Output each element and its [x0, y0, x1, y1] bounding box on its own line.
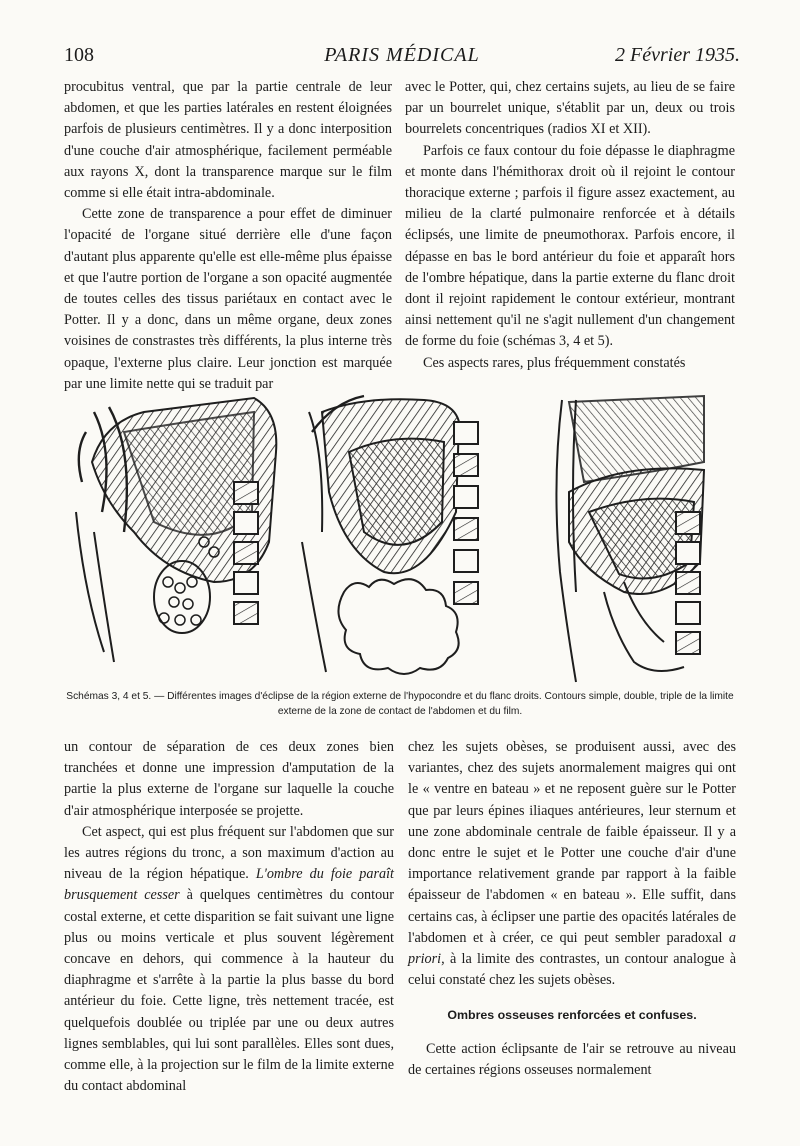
paragraph — [408, 737, 736, 991]
emphasis-text: L'ombre du foie paraît brusquement cesser — [64, 866, 394, 904]
paragraph-text: Cet aspect, qui est plus fréquent sur l'abdomen que sur les autres régions du tronc, a son maximum d'action au niveau de la région hépatique. — [64, 823, 394, 883]
paragraph: Cette action éclipsante de l'air se retrouve au niveau de certaines régions osseuses normalement — [408, 1040, 736, 1078]
paragraph: un contour de séparation de ces deux zones bien tranchées et donne une impression d'amputation de la partie la plus externe de l'organe sur laquelle la couche d'air atmosphérique interposée se projette. — [64, 739, 394, 819]
column-top-left — [64, 77, 392, 395]
paragraph: avec le Potter, qui, chez certains sujets, au lieu de se faire par un bourrelet unique, s'établit par un, deux ou trois bourrelets concentriques (radios XI et XII). — [405, 79, 735, 138]
issue-date: 2 Février 1935. — [615, 44, 740, 66]
column-top-right — [405, 77, 735, 374]
paragraph: Ces aspects rares, plus fréquemment constatés — [423, 354, 686, 371]
schema-3 — [76, 398, 276, 662]
paragraph — [64, 822, 394, 1098]
paragraph-text: , à la limite des contrastes, un contour analogue à celui constaté chez les sujets obèses. — [408, 951, 736, 989]
schema-5 — [556, 396, 704, 682]
paragraph-text: chez les sujets obèses, se produisent aussi, avec des variantes, chez des sujets anormalement maigres qui ont le « ventre en bateau » et ne reposent guère sur le Potter que par leurs épines iliaques antérieures, leur sternum et une zone abdominale centrale de faible épaisseur. Il y a donc entre le sujet et le Potter une couche d'air d'une importance relativement grande par rapport à la faible épaisseur de l'abdomen « en bateau ». Elle suffit, dans certains cas, à éclipser une partie des opacités latérales de l'abdomen et à créer, ce qui peut sembler paradoxal — [408, 739, 736, 946]
paragraph: procubitus ventral, que par la partie centrale de leur abdomen, et que les parties latérales en restent éloignées parfois de plusieurs centimètres. Il y a donc interposition d'une couche d'air atmosphérique, facilement perméable aux rayons X, dont la transparence marque sur le film comme si elle était intra-abdominale. — [64, 79, 392, 202]
figure-caption: Schémas 3, 4 et 5. — Différentes images d'éclipse de la région externe de l'hypocondre et du flanc droits. Contours simple, double, triple de la limite externe de la zone de contact de l'abdomen et du film. — [66, 691, 734, 717]
column-bottom-left — [64, 737, 394, 1097]
section-heading: Ombres osseuses renforcées et confuses. — [447, 1008, 697, 1023]
paragraph-text: à quelques centimètres du contour costal externe, et cette disparition se fait suivant une ligne plus ou moins verticale et plus souvent légèrement concave en dehors, qui commence à la hauteur du diaphragme et s'arrête à la partie la plus basse du bord antérieur du foie. Cette ligne, très nettement tracée, est quelquefois doublée ou triplée par une ou deux autres lignes semblables, qui lui sont parallèles. Elles sont dues, comme elle, à la projection sur le film de la limite externe du contact abdominal — [64, 887, 394, 1095]
emphasis-text: a priori — [408, 929, 736, 968]
schema-illustrations — [64, 392, 736, 684]
schema-4 — [302, 396, 478, 674]
page-number: 108 — [64, 44, 94, 66]
page-header — [64, 44, 740, 74]
paragraph: Parfois ce faux contour du foie dépasse le diaphragme et monte dans l'hémithorax droit où il rejoint le contour thoracique externe ; parfois il figure assez exactement, au milieu de la clarté pulmonaire renforcée et à détails éclipsés, une limite de pneumothorax. Parfois encore, il dépasse en bas le bord antérieur du foie et apparaît hors de l'ombre hépatique, dans la partie externe du flanc droit dont il rejoint rapidement le contour extérieur, montrant ainsi nettement qu'il ne s'agit nullement d'un changement de forme du foie (schémas 3, 4 et 5). — [405, 142, 735, 350]
paragraph: Cette zone de transparence a pour effet de diminuer l'opacité de l'organe situé derrière elle d'une façon d'autant plus apparente qu'elle est elle-même plus épaisse et que l'autre portion de l'organe a son opacité augmentée de toutes celles des tissus pariétaux en contact avec le Potter. Il y a donc, dans un même organe, deux zones voisines de constrastes très différents, la plus interne très opaque, l'externe plus claire. Leur jonction est marquée par une limite nette qui se traduit par — [64, 206, 392, 392]
journal-title: PARIS MÉDICAL — [324, 44, 480, 66]
column-bottom-right — [408, 737, 736, 1081]
figure-schemas-3-4-5 — [64, 392, 736, 684]
